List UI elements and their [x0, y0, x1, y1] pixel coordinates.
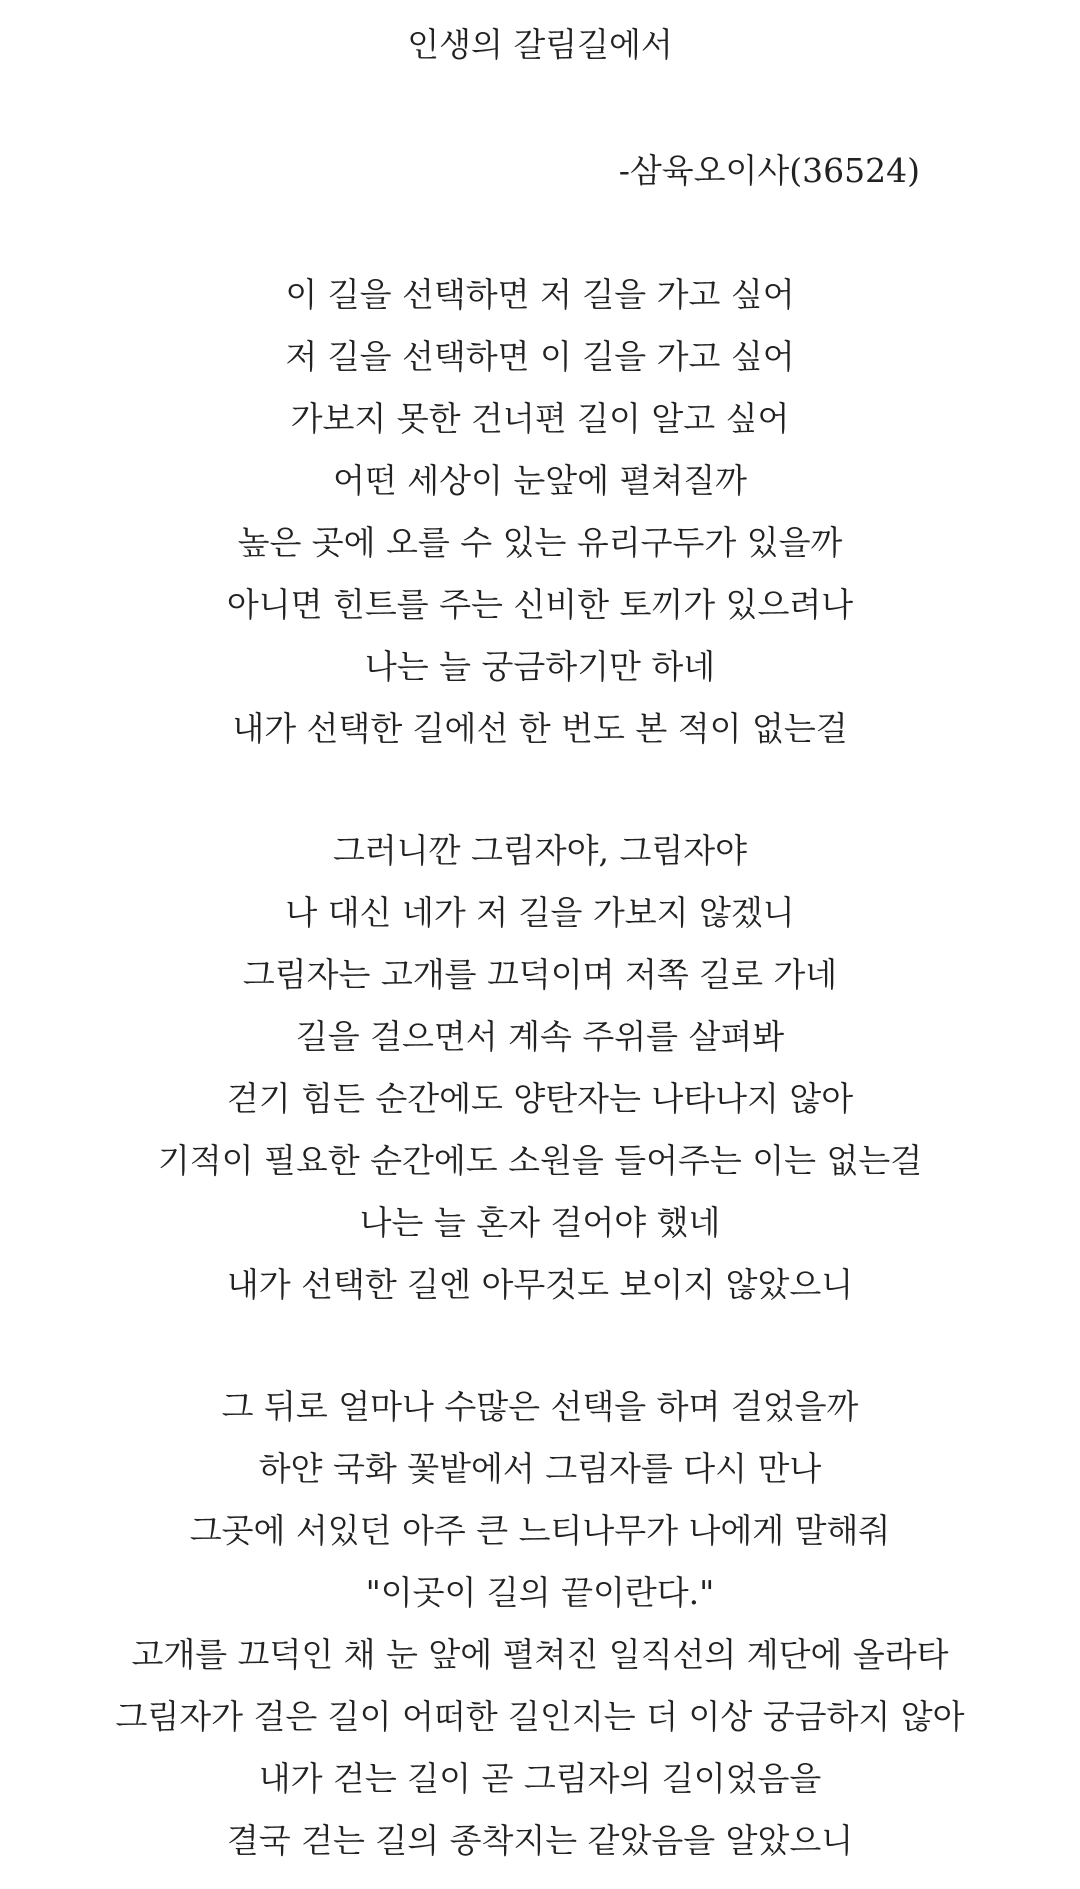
poem-line: 길을 걸으면서 계속 주위를 살펴봐: [295, 1017, 785, 1056]
poem-line: 아니면 힌트를 주는 신비한 토끼가 있으려나: [226, 585, 854, 624]
stanza-3: [0, 1376, 1080, 1872]
poem-line: 그림자는 고개를 끄덕이며 저쪽 길로 가네: [242, 955, 838, 994]
poem-line: 고개를 끄덕인 채 눈 앞에 펼쳐진 일직선의 계단에 올라타: [131, 1635, 949, 1674]
poem-line: 어떤 세상이 눈앞에 펼쳐질까: [332, 461, 747, 500]
poem-line: 그 뒤로 얼마나 수많은 선택을 하며 걸었을까: [221, 1387, 859, 1426]
poem-line: 그림자가 걸은 길이 어떠한 길인지는 더 이상 궁금하지 않아: [115, 1697, 965, 1736]
poem-line: 나는 늘 궁금하기만 하네: [364, 647, 716, 686]
poem-line: 이 길을 선택하면 저 길을 가고 싶어: [285, 275, 795, 314]
poem-line: 내가 걷는 길이 곧 그림자의 길이었음을: [258, 1759, 822, 1798]
poem-line: 내가 선택한 길엔 아무것도 보이지 않았으니: [226, 1265, 854, 1304]
poem-line: 그곳에 서있던 아주 큰 느티나무가 나에게 말해줘: [189, 1511, 891, 1550]
poem-line: 그러니깐 그림자야, 그림자야: [332, 831, 747, 870]
poem-line: 걷기 힘든 순간에도 양탄자는 나타나지 않아: [226, 1079, 854, 1118]
poem-author: -삼육오이사(36524): [618, 151, 920, 190]
poem-line: 결국 걷는 길의 종착지는 같았음을 알았으니: [226, 1821, 854, 1860]
poem-line: 나 대신 네가 저 길을 가보지 않겠니: [285, 893, 795, 932]
poem-line: 나는 늘 혼자 걸어야 했네: [359, 1203, 721, 1242]
poem-line: "이곳이 길의 끝이란다.": [365, 1573, 715, 1612]
poem-line: 저 길을 선택하면 이 길을 가고 싶어: [285, 337, 795, 376]
poem-line: 내가 선택한 길에선 한 번도 본 적이 없는걸: [232, 709, 848, 748]
poem-title: 인생의 갈림길에서: [407, 25, 673, 64]
poem-line: 기적이 필요한 순간에도 소원을 들어주는 이는 없는걸: [157, 1141, 923, 1180]
poem-line: 높은 곳에 오를 수 있는 유리구두가 있을까: [237, 523, 843, 562]
stanza-2: [0, 820, 1080, 1316]
poem-line: 하얀 국화 꽃밭에서 그림자를 다시 만나: [258, 1449, 822, 1488]
stanza-1: [0, 264, 1080, 760]
poem-line: 가보지 못한 건너편 길이 알고 싶어: [290, 399, 790, 438]
